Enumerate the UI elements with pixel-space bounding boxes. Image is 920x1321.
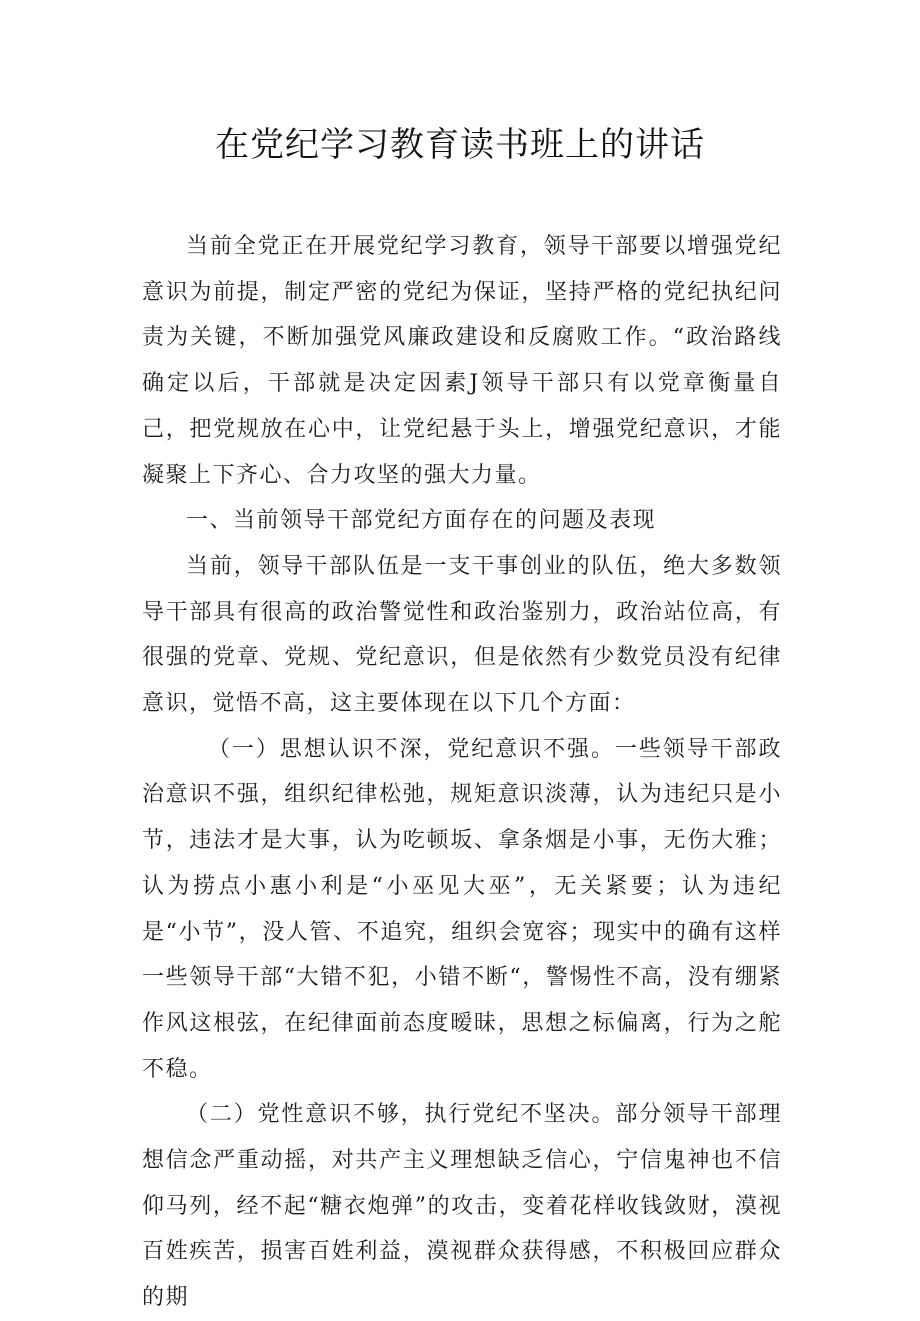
paragraph-intro: 当前全党正在开展党纪学习教育，领导干部要以增强党纪意识为前提，制定严密的党纪为保证，坚持严格的党纪执纪问责为关键，不断加强党风廉政建设和反腐败工作。“政治路线确定以后，干部就是决定因素J领导干部只有以党章衡量自己，把党规放在心中，让党纪悬于头上，增强党纪意识，才能凝聚上下齐心、合力攻坚的强大力量。 bbox=[142, 234, 782, 488]
page-title: 在党纪学习教育读书班上的讲话 bbox=[215, 125, 705, 165]
paragraph-overview: 当前，领导干部队伍是一支干事创业的队伍，绝大多数领导干部具有很高的政治警觉性和政治鉴别力，政治站位高，有很强的党章、党规、党纪意识，但是依然有少数党员没有纪律意识，觉悟不高，这主要体现在以下几个方面： bbox=[142, 553, 782, 717]
document-body bbox=[142, 224, 782, 1321]
paragraph-point-2: （二）党性意识不够，执行党纪不坚决。部分领导干部理想信念严重动摇，对共产主义理想缺乏信心，宁信鬼神也不信仰马列，经不起“糖衣炮弹”的攻击，变着花样收钱敛财，漠视百姓疾苦，损害百姓利益，漠视群众获得感，不积极回应群众的期 bbox=[142, 1102, 782, 1311]
paragraph-point-1: （一）思想认识不深，党纪意识不强。一些领导干部政治意识不强，组织纪律松弛，规矩意识淡薄，认为违纪只是小节，违法才是大事，认为吃顿坂、拿条烟是小事，无伤大雅；认为捞点小惠小利是“小巫见大巫”，无关紧要；认为违纪是“小节”，没人管、不追究，组织会宽容；现实中的确有这样一些领导干部“大错不犯，小错不断“，警惕性不高，没有绷紧作风这根弦，在纪律面前态度暧昧，思想之标偏离，行为之舵不稳。 bbox=[142, 736, 782, 1082]
section-heading-1: 一、当前领导干部党纪方面存在的问题及表现 bbox=[186, 508, 657, 534]
